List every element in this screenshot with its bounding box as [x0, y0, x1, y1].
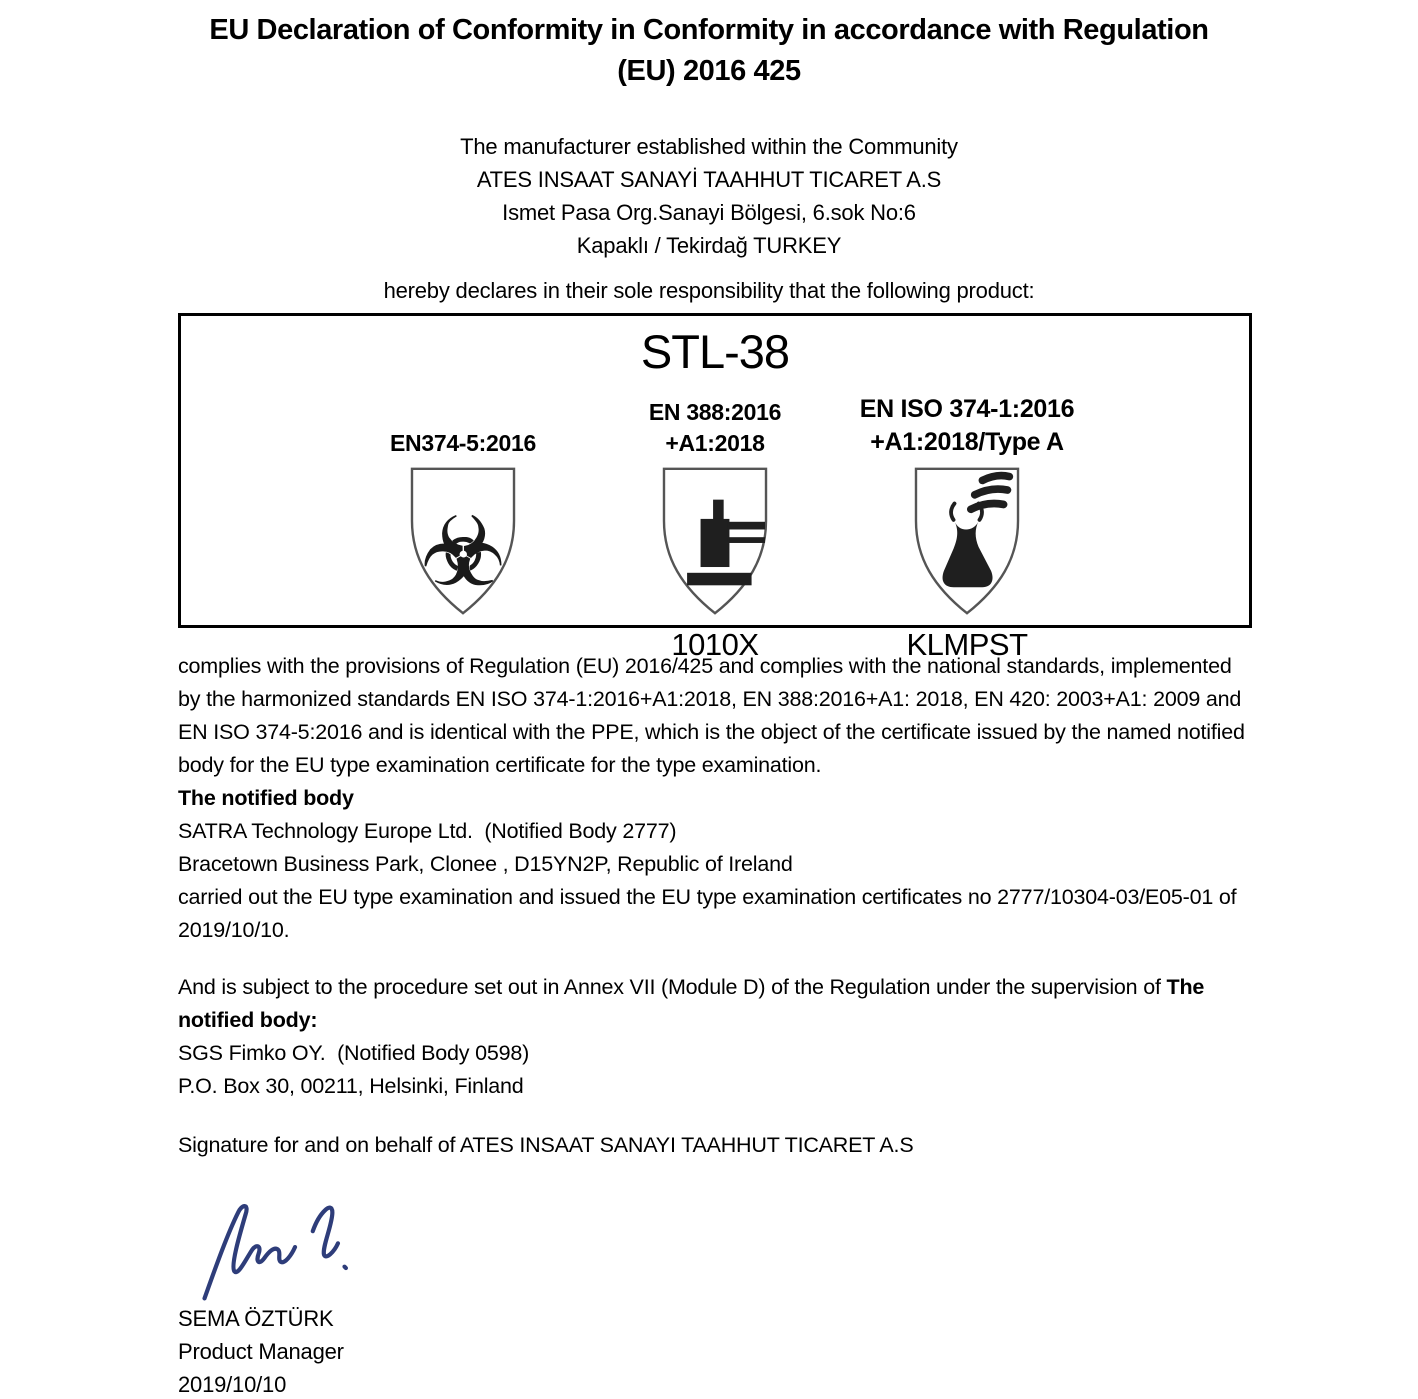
page-title-line-1: EU Declaration of Conformity in Conformity in accordance with Regulation — [209, 14, 1209, 46]
manufacturer-intro: The manufacturer established within the Community — [460, 134, 958, 159]
standard-label-line-2: +A1:2018/Type A — [870, 428, 1064, 456]
page-title-line-2: (EU) 2016 425 — [617, 55, 801, 87]
signer-block — [178, 1302, 344, 1399]
module-d-text: And is subject to the procedure set out in Annex VII (Module D) of the Regulation under the supervision of — [178, 975, 1167, 999]
pictogram-biohazard-standard — [390, 389, 536, 459]
pictogram-mechanical-code: 1010X — [671, 627, 759, 662]
page-title — [0, 10, 1418, 92]
signature-dot — [345, 1267, 346, 1268]
handwritten-signature — [192, 1192, 357, 1304]
pictogram-chemical-code: KLMPST — [906, 627, 1028, 662]
pictogram-mechanical — [596, 389, 834, 669]
product-box — [178, 313, 1252, 662]
standard-label-line-1: EN ISO 374-1:2016 — [859, 395, 1075, 423]
module-d-paragraph — [178, 971, 1246, 1037]
notified-body-heading: The notified body — [178, 786, 354, 810]
signature-statement: Signature for and on behalf of ATES INSAAT SANAYI TAAHHUT TICARET A.S — [178, 1133, 914, 1157]
manufacturer-address-line-1: Ismet Pasa Org.Sanayi Bölgesi, 6.sok No:6 — [502, 200, 916, 225]
signature-stroke-main — [205, 1206, 296, 1298]
chemical-risk-shield-icon — [908, 465, 1026, 619]
pictogram-chemical-standard — [860, 389, 1074, 459]
notified-body-address: Bracetown Business Park, Clonee , D15YN2P, Republic of Ireland — [178, 852, 793, 876]
signature-stroke-tail — [313, 1208, 338, 1257]
manufacturer-block — [0, 130, 1418, 262]
manufacturer-address-line-2: Kapaklı / Tekirdağ TURKEY — [576, 233, 842, 258]
biohazard-glyph: ☣ — [420, 497, 506, 608]
module-d-body-name: SGS Fimko OY. (Notified Body 0598) — [178, 1041, 530, 1065]
module-d-bold-text: The notified body: — [178, 975, 1210, 1032]
standard-label-line-2: +A1:2018 — [665, 430, 765, 456]
standard-label-line-1: EN 388:2016 — [648, 399, 782, 425]
declaration-statement: hereby declares in their sole responsibility that the following product: — [383, 278, 1035, 303]
body-text — [178, 650, 1251, 1162]
notified-body-detail: carried out the EU type examination and issued the EU type examination certificates no 2777/10304-03/E05-01 of 2019/10/10. — [178, 885, 1243, 942]
mechanical-risk-shield-icon — [656, 465, 774, 619]
compliance-paragraph: complies with the provisions of Regulation (EU) 2016/425 and complies with the national standards, implemented by the harmonized standards EN ISO 374-1:2016+A1:2018, EN 388:2016+A1: 2018, EN 420: 2003+A1: 2009 and EN ISO 374-5:2016 and is identical with the PPE, which is the object of the certificate issued by the named notified body for the EU type examination certificate for the type examination. — [178, 654, 1251, 777]
standard-label-line-1: EN374-5:2016 — [389, 430, 536, 456]
pictogram-biohazard — [344, 389, 582, 669]
notified-body-name: SATRA Technology Europe Ltd. (Notified Body 2777) — [178, 819, 677, 843]
signer-name: SEMA ÖZTÜRK — [178, 1306, 334, 1331]
pictogram-row — [181, 389, 1249, 669]
signer-title: Product Manager — [178, 1339, 344, 1364]
pictogram-mechanical-standard — [649, 389, 781, 459]
pictogram-chemical — [848, 389, 1086, 669]
manufacturer-name: ATES INSAAT SANAYİ TAAHHUT TICARET A.S — [476, 167, 942, 192]
biohazard-shield-icon — [404, 465, 522, 619]
signature-date: 2019/10/10 — [178, 1372, 287, 1397]
product-model: STL-38 — [640, 325, 790, 378]
module-d-body-address: P.O. Box 30, 00211, Helsinki, Finland — [178, 1074, 524, 1098]
